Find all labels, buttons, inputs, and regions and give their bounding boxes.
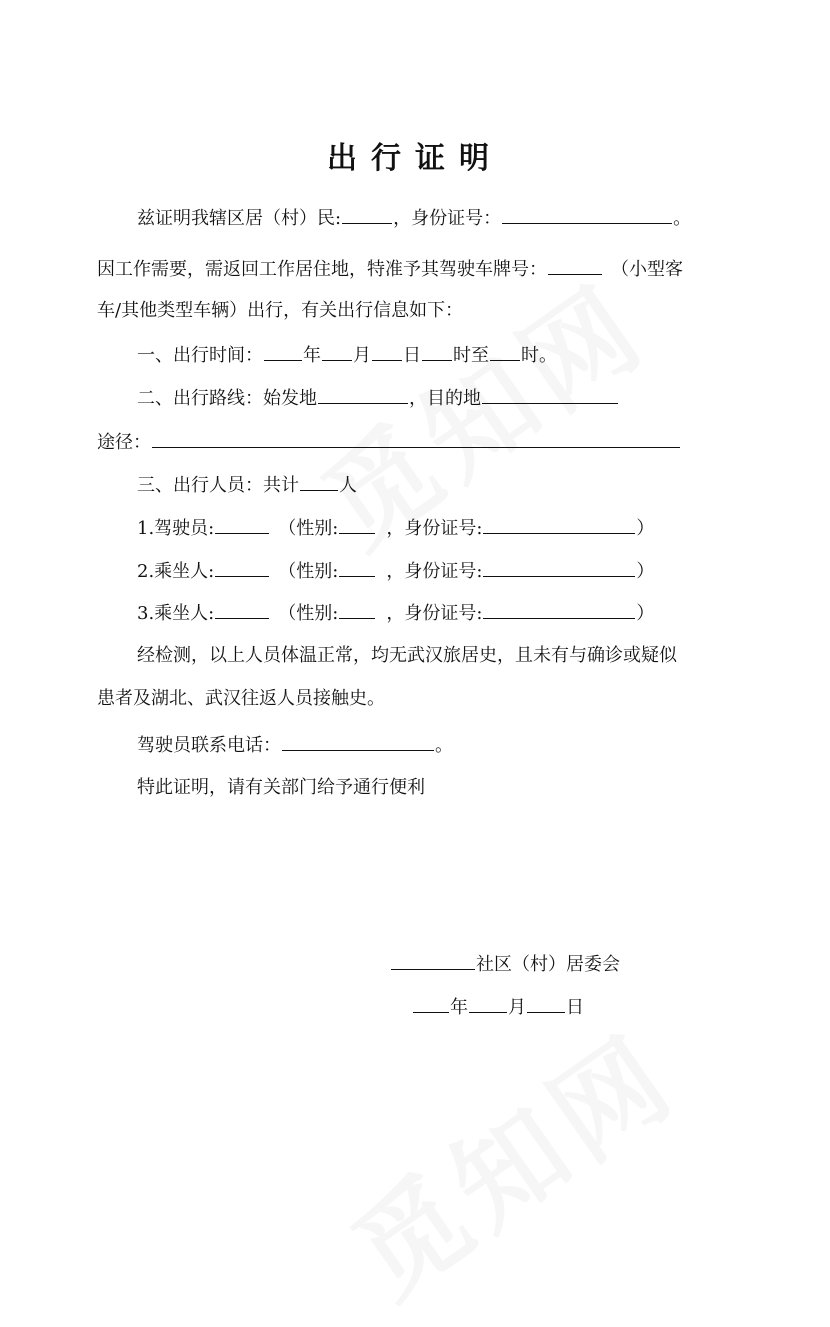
- gender-label: （性别:: [278, 561, 339, 582]
- close-paren: ）: [636, 518, 655, 539]
- phone-line: [137, 732, 453, 759]
- resident-name-blank[interactable]: [342, 205, 392, 224]
- resident-label: 兹证明我辖区居（村）民:: [137, 208, 342, 229]
- person-name-blank[interactable]: [215, 558, 269, 577]
- gender-blank[interactable]: [339, 558, 375, 577]
- gender-label: （性别:: [278, 518, 339, 539]
- watermark: [317, 991, 703, 1327]
- sign-month-label: 月: [508, 997, 526, 1018]
- phone-label: 驾驶员联系电话：: [137, 735, 281, 756]
- sign-day-label: 日: [566, 997, 584, 1018]
- day-label: 日: [403, 345, 421, 366]
- sign-year-blank[interactable]: [413, 994, 449, 1013]
- person-name-blank[interactable]: [215, 600, 269, 619]
- person-role: 2.乘坐人:: [137, 561, 215, 582]
- origin-blank[interactable]: [318, 385, 408, 404]
- id-blank[interactable]: [483, 515, 635, 534]
- via-blank[interactable]: [152, 429, 680, 448]
- sign-day-blank[interactable]: [527, 994, 565, 1013]
- person-name-blank[interactable]: [215, 515, 269, 534]
- route-line: [137, 385, 619, 412]
- community-name-blank[interactable]: [391, 951, 475, 970]
- resident-id-blank[interactable]: [502, 205, 672, 224]
- person-role: 3.乘坐人:: [137, 603, 215, 624]
- health-check-line-1: 经检测，以上人员体温正常，均无武汉旅居史，且未有与确诊或疑似: [137, 645, 677, 666]
- closing-line: 特此证明，请有关部门给予通行便利: [137, 777, 425, 798]
- hour-to-label: 时至: [453, 345, 489, 366]
- gender-blank[interactable]: [339, 515, 375, 534]
- intro-line-3: 车/其他类型车辆）出行，有关出行信息如下：: [97, 300, 464, 321]
- person-row: [137, 600, 654, 627]
- signature-date-line: [412, 994, 584, 1021]
- id-label: ，身份证号:: [386, 518, 483, 539]
- gender-blank[interactable]: [339, 600, 375, 619]
- period: 。: [435, 735, 453, 756]
- persons-line: [137, 472, 357, 499]
- period: 。: [673, 208, 692, 229]
- destination-label: ，目的地: [409, 388, 481, 409]
- year-blank[interactable]: [264, 342, 302, 361]
- person-role: 1.驾驶员:: [137, 518, 215, 539]
- id-blank[interactable]: [483, 558, 635, 577]
- plate-number-blank[interactable]: [548, 256, 602, 275]
- phone-blank[interactable]: [282, 732, 434, 751]
- travel-time-label: 一、出行时间：: [137, 345, 263, 366]
- signature-org-line: [390, 951, 620, 978]
- via-line: [97, 429, 681, 456]
- day-blank[interactable]: [372, 342, 402, 361]
- sign-month-blank[interactable]: [469, 994, 507, 1013]
- month-blank[interactable]: [322, 342, 352, 361]
- intro-line-1: [137, 205, 691, 232]
- month-label: 月: [353, 345, 371, 366]
- destination-blank[interactable]: [482, 385, 618, 404]
- person-row: [137, 515, 654, 542]
- close-paren: ）: [636, 561, 655, 582]
- close-paren: ）: [636, 603, 655, 624]
- sign-year-label: 年: [450, 997, 468, 1018]
- intro-line-2: [97, 256, 683, 283]
- persons-label: 三、出行人员：共计: [137, 475, 299, 496]
- origin-label: 二、出行路线：始发地: [137, 388, 317, 409]
- gender-label: （性别:: [278, 603, 339, 624]
- plate-label: 因工作需要，需返回工作居住地，特准予其驾驶车牌号：: [97, 259, 547, 280]
- end-hour-blank[interactable]: [490, 342, 520, 361]
- health-check-line-2: 患者及湖北、武汉往返人员接触史。: [97, 688, 385, 709]
- id-label: ，身份证号:: [386, 603, 483, 624]
- year-label: 年: [303, 345, 321, 366]
- person-row: [137, 558, 654, 585]
- vehicle-type-text: （小型客: [611, 259, 683, 280]
- start-hour-blank[interactable]: [422, 342, 452, 361]
- via-label: 途径：: [97, 432, 151, 453]
- id-number-label: ，身份证号：: [393, 208, 502, 229]
- persons-unit: 人: [339, 475, 357, 496]
- hour-label: 时。: [521, 345, 557, 366]
- id-blank[interactable]: [483, 600, 635, 619]
- travel-time-line: [137, 342, 557, 369]
- id-label: ，身份证号:: [386, 561, 483, 582]
- signature-org: 社区（村）居委会: [476, 954, 620, 975]
- persons-count-blank[interactable]: [300, 472, 338, 491]
- document-title: 出行证明: [327, 141, 503, 176]
